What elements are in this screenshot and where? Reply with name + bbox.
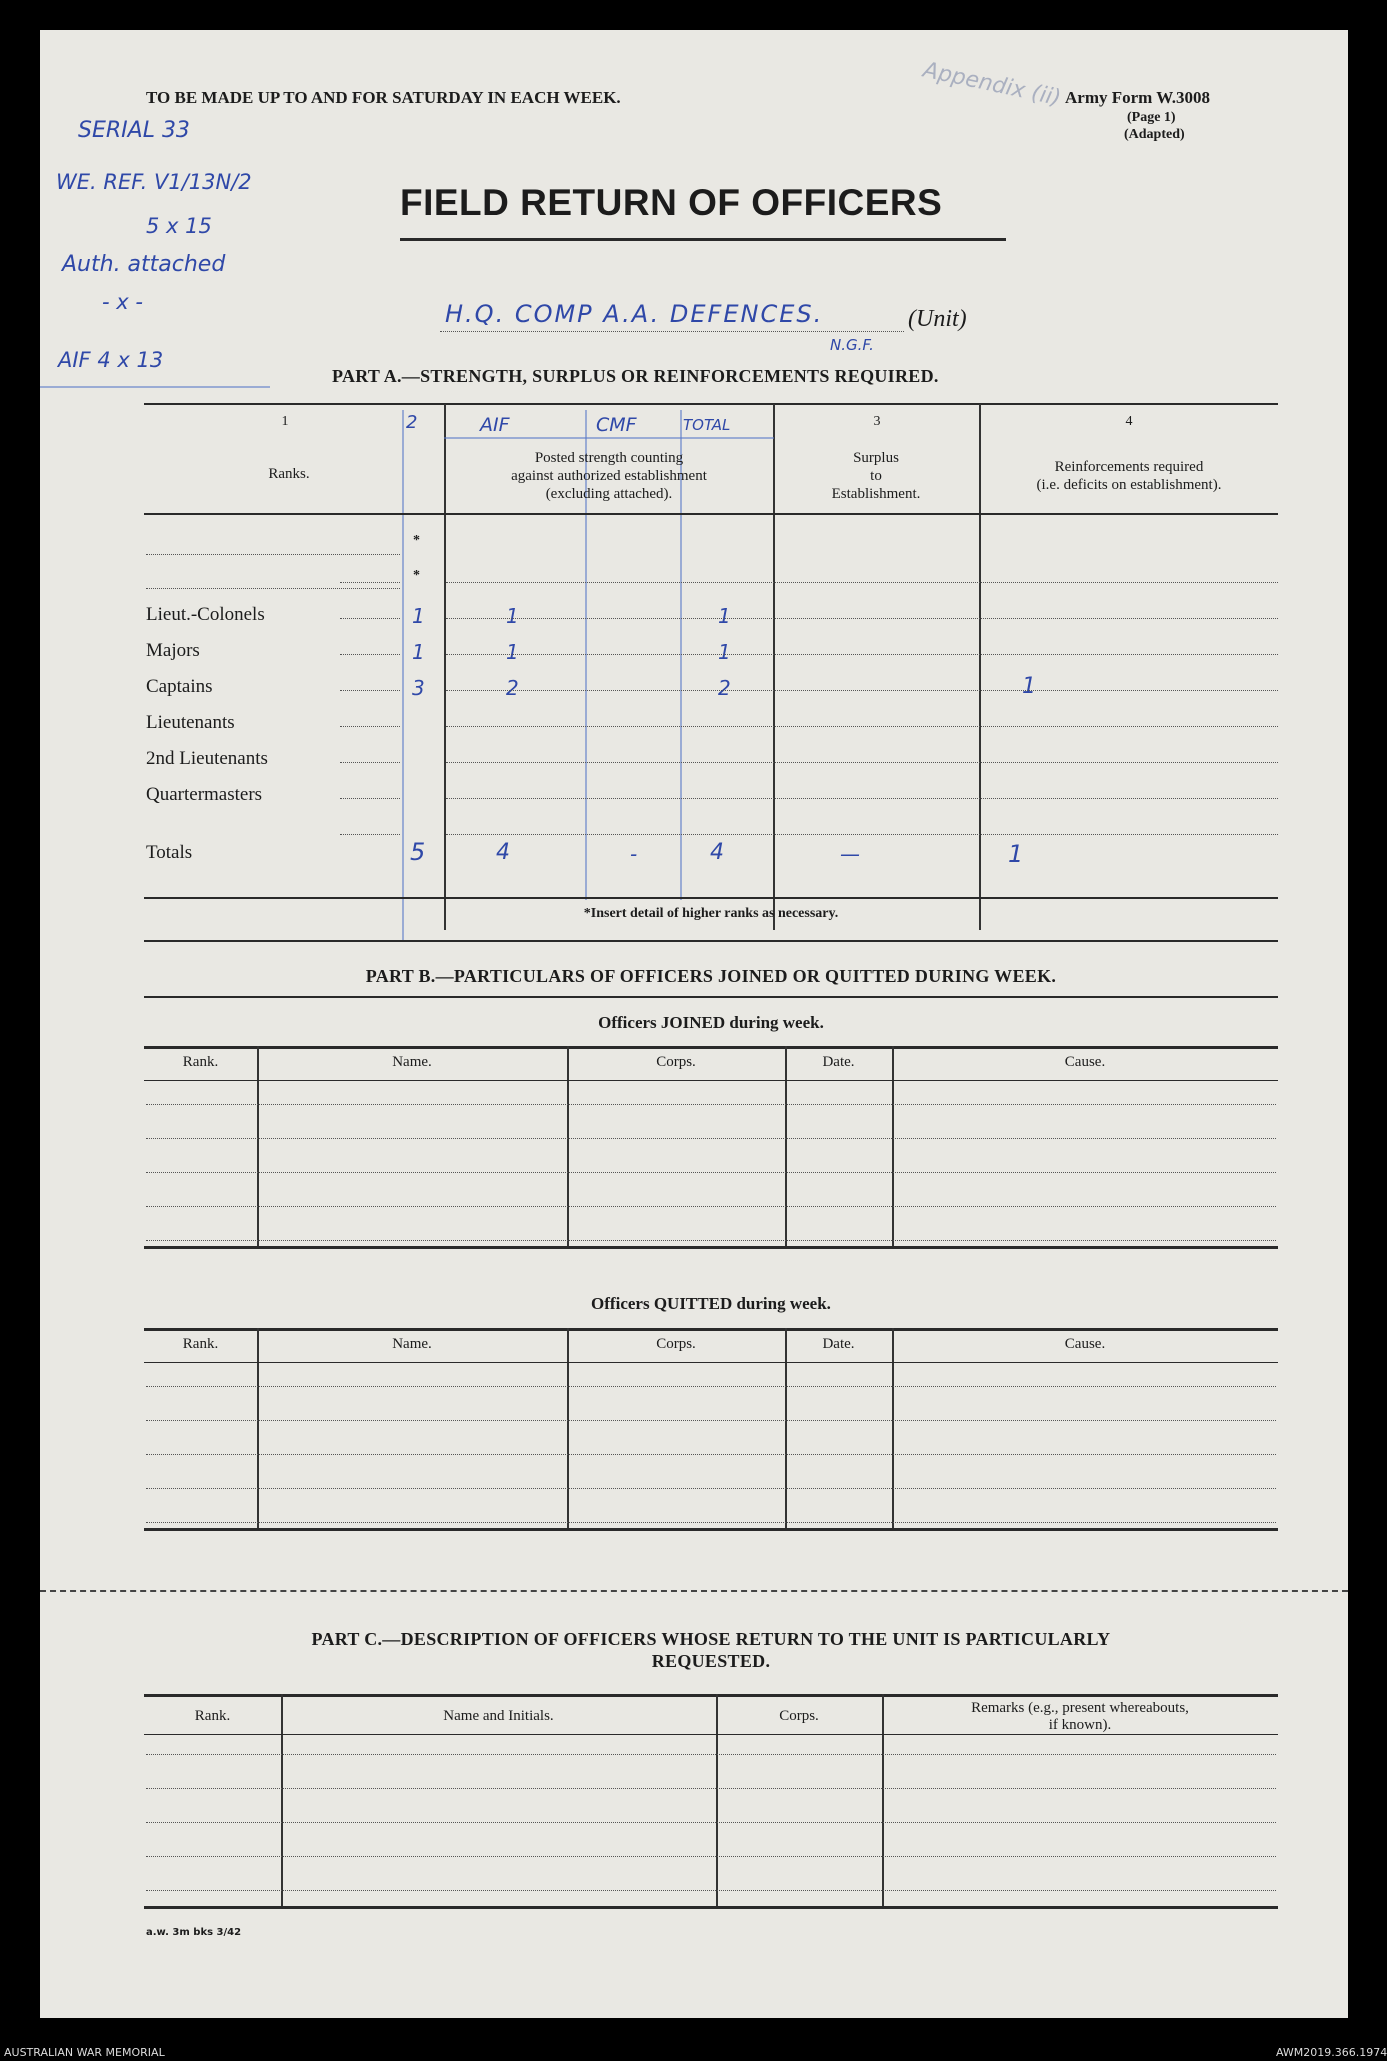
rank-leader-dots xyxy=(340,726,400,727)
entry-row-line xyxy=(146,1788,1276,1789)
head-reinf-2: (i.e. deficits on establishment). xyxy=(1036,477,1222,493)
total-value: 1 xyxy=(718,604,731,628)
header-rule xyxy=(144,1362,1278,1363)
column-header: Date. xyxy=(822,1054,855,1070)
part-b-title: PART B.—PARTICULARS OF OFFICERS JOINED OR QUITTED DURING WEEK. xyxy=(365,966,1057,986)
rank-leader-dots xyxy=(340,582,400,583)
aif-value: 1 xyxy=(506,604,519,628)
margin-note-dash: - x - xyxy=(102,290,143,314)
col-number-3: 3 xyxy=(873,414,881,429)
column-separator xyxy=(567,1046,569,1246)
column-header: Rank. xyxy=(182,1054,219,1070)
header-rule xyxy=(144,1734,1278,1735)
head-posted-1: Posted strength counting xyxy=(534,450,684,466)
strength-row-line xyxy=(446,834,1278,835)
strength-row-line xyxy=(446,582,1278,583)
column-header: Cause. xyxy=(1064,1336,1106,1352)
column-header: Rank. xyxy=(182,1336,219,1352)
totals-surplus: — xyxy=(840,842,860,866)
rank-label: 2nd Lieutenants xyxy=(146,748,268,769)
head-surplus-2: to xyxy=(870,468,882,484)
margin-note-serial: SERIAL 33 xyxy=(78,118,190,143)
strength-row-line xyxy=(446,798,1278,799)
entry-row-line xyxy=(146,1522,1276,1523)
head-posted-3: (excluding attached). xyxy=(545,486,673,502)
instruction-text: TO BE MADE UP TO AND FOR SATURDAY IN EACH WEEK. xyxy=(146,88,621,107)
entry-row-line xyxy=(146,1104,1276,1105)
unit-label: (Unit) xyxy=(908,306,967,332)
part-c-title xyxy=(144,1628,1278,1672)
entry-row-line xyxy=(146,1206,1276,1207)
column-header: Name and Initials. xyxy=(443,1708,554,1724)
rank-leader-dots xyxy=(340,654,400,655)
table-top-rule xyxy=(144,1046,1278,1049)
table-top-rule xyxy=(144,1694,1278,1697)
part-a-top-rule xyxy=(144,403,1278,405)
part-a-end-rule xyxy=(144,940,1278,942)
margin-note-strength: 5 x 15 xyxy=(146,214,212,238)
entry-row-line xyxy=(146,1240,1276,1241)
strength-row-line xyxy=(446,726,1278,727)
header-rule xyxy=(144,1080,1278,1081)
column-separator xyxy=(892,1046,894,1246)
margin-note-auth: Auth. attached xyxy=(62,252,226,277)
totals-est: 5 xyxy=(410,838,426,866)
entry-row-line xyxy=(146,1138,1276,1139)
total-value: 1 xyxy=(718,640,731,664)
star-2: * xyxy=(413,568,420,583)
remarks-1: Remarks (e.g., present whereabouts, xyxy=(971,1700,1189,1716)
entry-row-line xyxy=(146,1822,1276,1823)
blank-rank-line-1 xyxy=(146,554,400,555)
adapted-label: (Adapted) xyxy=(1124,127,1185,142)
aif-value: 1 xyxy=(506,640,519,664)
page-number: (Page 1) xyxy=(1127,110,1176,125)
column-header: Corps. xyxy=(656,1336,696,1352)
margin-note-aif: AIF 4 x 13 xyxy=(58,348,164,372)
entry-row-line xyxy=(146,1754,1276,1755)
column-header: Date. xyxy=(822,1336,855,1352)
unit-dotted-line xyxy=(440,331,904,332)
table-bottom-rule xyxy=(144,1906,1278,1909)
blank-rank-line-2 xyxy=(146,588,400,589)
column-separator xyxy=(882,1694,884,1906)
col-number-1: 1 xyxy=(281,414,289,429)
entry-row-line xyxy=(146,1420,1276,1421)
tear-line xyxy=(40,1590,1348,1592)
col2-head-total: TOTAL xyxy=(683,416,731,434)
form-number: Army Form W.3008 xyxy=(1065,88,1210,107)
margin-underline xyxy=(40,386,270,388)
rank-label: Quartermasters xyxy=(146,784,263,805)
part-a-footnote: *Insert detail of higher ranks as necessary. xyxy=(583,906,839,921)
column-separator xyxy=(716,1694,718,1906)
rank-label: Lieutenants xyxy=(146,712,235,733)
unit-value: H.Q. COMP A.A. DEFENCES. xyxy=(445,300,824,328)
totals-total: 4 xyxy=(710,840,724,865)
entry-row-line xyxy=(146,1890,1276,1891)
col2-subhead-line xyxy=(444,437,774,439)
part-c-title-1: PART C.—DESCRIPTION OF OFFICERS WHOSE RETURN TO THE UNIT IS PARTICULARLY xyxy=(311,1629,1111,1649)
table-bottom-rule xyxy=(144,1528,1278,1531)
column-separator xyxy=(567,1328,569,1528)
strength-row-line xyxy=(446,654,1278,655)
strength-row-line xyxy=(446,762,1278,763)
rank-leader-dots xyxy=(340,762,400,763)
entry-row-line xyxy=(146,1386,1276,1387)
rank-leader-dots xyxy=(340,618,400,619)
quitted-title: Officers QUITTED during week. xyxy=(591,1294,831,1313)
col2-head-aif: AIF xyxy=(480,414,510,436)
footer-right: AWM2019.366.1974 xyxy=(1276,2046,1387,2059)
entry-row-line xyxy=(146,1172,1276,1173)
part-a-title: PART A.—STRENGTH, SURPLUS OR REINFORCEMENTS REQUIRED. xyxy=(332,366,939,386)
rank-label: Lieut.-Colonels xyxy=(146,604,265,625)
head-surplus-1: Surplus xyxy=(853,450,899,466)
head-posted-2: against authorized establishment xyxy=(511,468,707,484)
head-reinforcements xyxy=(979,458,1279,494)
joined-title: Officers JOINED during week. xyxy=(598,1013,824,1032)
total-value: 2 xyxy=(718,676,731,700)
star-1: * xyxy=(413,533,420,548)
footer-left: AUSTRALIAN WAR MEMORIAL xyxy=(4,2046,165,2059)
head-surplus-3: Establishment. xyxy=(831,486,921,502)
part-b-rule xyxy=(144,996,1278,998)
col2-head-cmf: CMF xyxy=(596,414,637,436)
part-a-head-rule xyxy=(144,513,1278,515)
rank-label: Majors xyxy=(146,640,200,661)
column-separator xyxy=(281,1694,283,1906)
totals-cmf: - xyxy=(630,842,638,866)
reinf-value: 1 xyxy=(1022,674,1036,699)
column-header: Rank. xyxy=(194,1708,231,1724)
rank-leader-dots xyxy=(340,798,400,799)
appendix-note: Appendix (ii) xyxy=(920,57,1064,112)
col-number-4: 4 xyxy=(1125,414,1133,429)
column-header: Corps. xyxy=(656,1054,696,1070)
entry-row-line xyxy=(146,1488,1276,1489)
est-value: 3 xyxy=(412,676,425,700)
head-surplus xyxy=(773,449,979,503)
rank-leader-dots xyxy=(340,690,400,691)
column-header-remarks xyxy=(882,1700,1278,1734)
rank-leader-dots xyxy=(340,834,400,835)
margin-note-ref: WE. REF. V1/13N/2 xyxy=(56,170,252,194)
entry-row-line xyxy=(146,1856,1276,1857)
col-number-2: 2 xyxy=(406,412,418,433)
totals-label: Totals xyxy=(146,842,193,863)
table-bottom-rule xyxy=(144,1246,1278,1249)
totals-aif: 4 xyxy=(496,840,510,865)
table-top-rule xyxy=(144,1328,1278,1331)
rank-label: Captains xyxy=(146,676,213,697)
est-value: 1 xyxy=(412,604,425,628)
est-value: 1 xyxy=(412,640,425,664)
unit-sub-note: N.G.F. xyxy=(830,336,874,354)
part-a-est-col-line xyxy=(402,410,404,940)
head-ranks: Ranks. xyxy=(268,466,310,482)
print-code: a.w. 3m bks 3/42 xyxy=(146,1927,242,1938)
head-posted xyxy=(444,449,774,503)
page-title: FIELD RETURN OF OFFICERS xyxy=(400,182,943,223)
strength-row-line xyxy=(446,690,1278,691)
head-reinf-1: Reinforcements required xyxy=(1054,459,1204,475)
aif-value: 2 xyxy=(506,676,519,700)
part-a-bottom-rule xyxy=(144,897,1278,899)
column-separator xyxy=(257,1046,259,1246)
part-c-title-2: REQUESTED. xyxy=(651,1651,771,1671)
title-underline xyxy=(400,238,1006,241)
column-header: Name. xyxy=(392,1336,432,1352)
column-header: Corps. xyxy=(779,1708,819,1724)
column-separator xyxy=(785,1046,787,1246)
column-separator xyxy=(257,1328,259,1528)
column-header: Name. xyxy=(392,1054,432,1070)
totals-reinf: 1 xyxy=(1008,840,1024,868)
form-sheet xyxy=(40,30,1348,2018)
column-separator xyxy=(892,1328,894,1528)
remarks-2: if known). xyxy=(1048,1717,1112,1733)
strength-row-line xyxy=(446,618,1278,619)
entry-row-line xyxy=(146,1454,1276,1455)
column-header: Cause. xyxy=(1064,1054,1106,1070)
column-separator xyxy=(785,1328,787,1528)
